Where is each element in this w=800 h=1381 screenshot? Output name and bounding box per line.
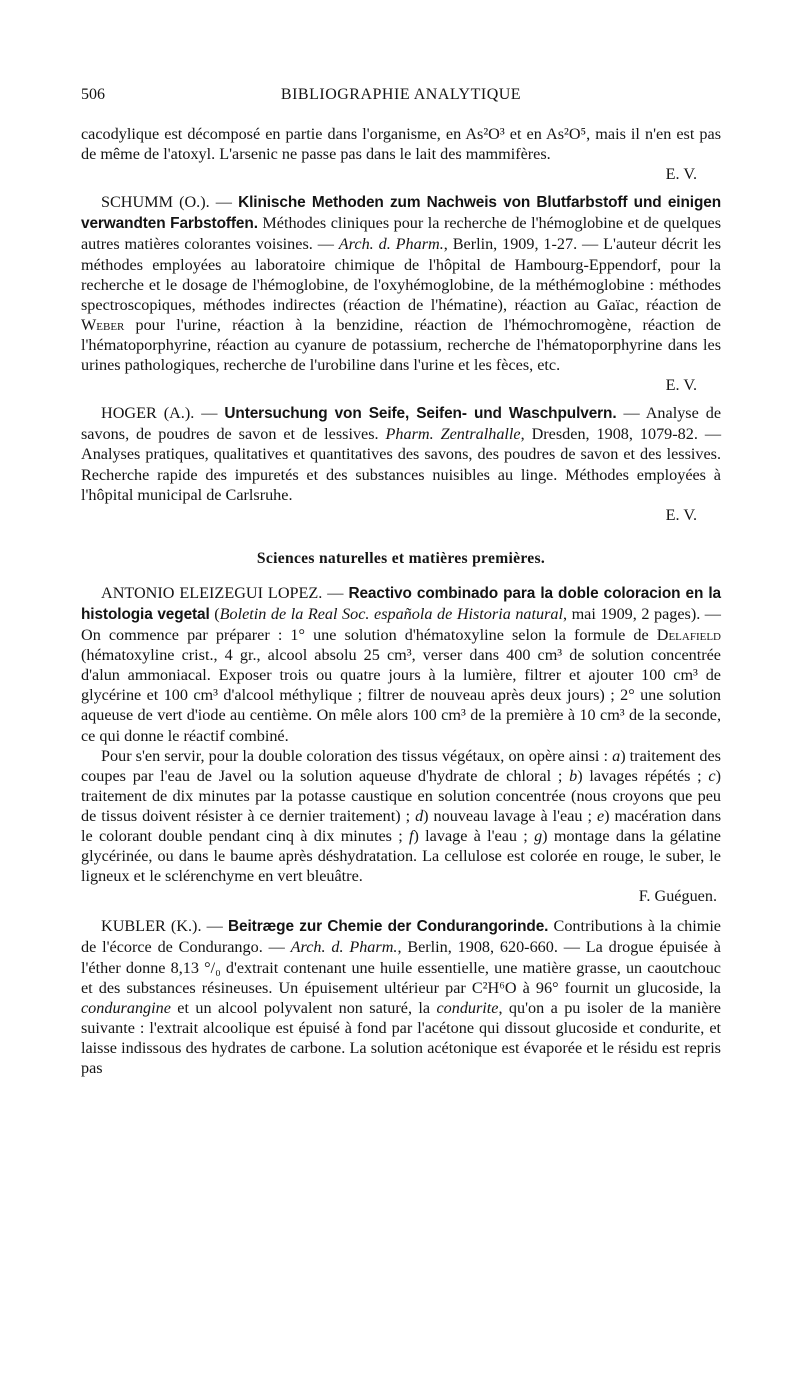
entry-author: SCHUMM (O.).	[101, 193, 210, 212]
entry-kubler	[81, 916, 721, 1078]
entry-author: HOGER (A.).	[101, 404, 195, 423]
entry-schumm	[81, 192, 721, 395]
entry-signature: F. Guéguen.	[638, 887, 717, 906]
entry-source: Arch. d. Pharm.	[338, 235, 444, 254]
entry-title: Reactivo combinado para la doble coloracion en la histologia vegetal	[81, 584, 722, 623]
entry-body: cacodylique est décomposé en partie dans l'organisme, en As²O³ et en As²O⁵, mais il n'en est pas de même de l'atoxyl. L'arsenic ne passe pas dans le lait des mammifères.	[81, 125, 721, 164]
cited-name: Weber	[81, 315, 125, 334]
entry-body: HOGER (A.). — Untersuchung von Seife, Seifen- und Waschpulvern. — Analyse de savons, de poudres de savon et de lessives. Pharm. Zentralhalle, Dresden, 1908, 1079-82. — Analyses pratiques, qualitatives et quantitatives des savons, des poudres de savon et des lessives. Recherche rapide des impuretés et des substances nuisibles au linge. Méthodes employées à l'hôpital municipal de Carlsruhe.	[81, 404, 722, 504]
entry-author: ANTONIO ELEIZEGUI LOPEZ.	[101, 583, 323, 602]
entry-hoger	[81, 403, 721, 525]
entry-eleizegui-lopez	[81, 583, 721, 907]
section-heading: Sciences naturelles et matières premières.	[256, 549, 546, 567]
page-header	[81, 86, 721, 112]
page-number: 506	[81, 86, 105, 103]
entry-body-continued: Pour s'en servir, pour la double coloration des tissus végétaux, on opère ainsi : a) traitement des coupes par l'eau de Javel ou la solution aqueuse d'hydrate de chloral ; b) lavages répétés ; c) traitement de dix minutes par la potasse caustique en solution concentrée (nous croyons que peu de tissus doivent résister à ce dernier traitement) ; d) nouveau lavage à l'eau ; e) macération dans le colorant double pendant cinq à dix minutes ; f) lavage à l'eau ; g) montage dans la gélatine glycérinée, ou dans le baume après déshydratation. La cellulose est colorée en rouge, le suber, le ligneux et le sclérenchyme en vert bleuâtre.	[81, 746, 722, 886]
entry-title: Untersuchung von Seife, Seifen- und Waschpulvern.	[224, 405, 617, 423]
cited-name: Delafield	[656, 626, 721, 645]
entry-source: Arch. d. Pharm.	[290, 938, 398, 957]
entry-continuation	[81, 124, 721, 184]
running-title: BIBLIOGRAPHIE ANALYTIQUE	[280, 86, 522, 103]
page-content	[81, 124, 721, 1078]
entry-title: Klinische Methoden zum Nachweis von Blutfarbstoff und einigen verwandten Farbstoffen.	[81, 194, 722, 233]
entry-body: SCHUMM (O.). — Klinische Methoden zum Nachweis von Blutfarbstoff und einigen verwandten Farbstoffen. Méthodes cliniques pour la recherche de l'hémoglobine et de quelques autres matières colorantes voisines. — Arch. d. Pharm., Berlin, 1909, 1-27. — L'auteur décrit les méthodes employées au laboratoire chimique de l'hôpital de Hambourg-Eppendorf, pour la recherche et le dosage de l'hémoglobine, de l'oxyhémoglobine, de la méthémoglobine : méthodes spectroscopiques, méthodes indirectes (réaction de l'hématine), réaction au Gaïac, réaction de Weber pour l'urine, réaction à la benzidine, réaction de l'hémochromogène, réaction de l'hématoporphyrine, réaction au cyanure de potassium, recherche de l'hématoporphyrine dans les urines pathologiques, recherche de l'urobiline dans l'urine et les fèces, etc.	[81, 193, 722, 375]
entry-body: KUBLER (K.). — Beitræge zur Chemie der Condurangorinde. Contributions à la chimie de l'écorce de Condurango. — Arch. d. Pharm., Berlin, 1908, 620-660. — La drogue épuisée à l'éther donne 8,13 °/₀ d'extrait contenant une huile essentielle, une matière grasse, un caoutchouc et des substances résineuses. Un épuisement ultérieur par C²H⁶O à 96° fournit un glucoside, la condurangine et un alcool polyvalent non saturé, la condurite, qu'on a pu isoler de la manière suivante : l'extrait alcoolique est épuisé à fond par l'acétone qui dissout glucoside et condurite, et laisse indissous des hydrates de carbone. La solution acétonique est évaporée et le résidu est repris pas	[81, 917, 721, 1078]
entry-title: Beitræge zur Chemie der Condurangorinde.	[228, 918, 549, 936]
entry-signature: E. V.	[665, 376, 697, 395]
entry-signature: E. V.	[665, 165, 697, 184]
entry-signature: E. V.	[665, 505, 697, 524]
term-condurangine: condurangine	[81, 998, 171, 1017]
entry-author: KUBLER (K.).	[101, 917, 202, 936]
entry-source: Pharm. Zentralhalle	[385, 425, 521, 444]
term-condurite: condurite	[436, 998, 499, 1017]
entry-body: ANTONIO ELEIZEGUI LOPEZ. — Reactivo combinado para la doble coloracion en la histologia vegetal (Boletin de la Real Soc. española de Historia natural, mai 1909, 2 pages). — On commence par préparer : 1° une solution d'hématoxyline selon la formule de Delafield (hématoxyline crist., 4 gr., alcool absolu 25 cm³, verser dans 400 cm³ de solution concentrée d'alun ammoniacal. Exposer trois ou quatre jours à la lumière, filtrer et ajouter 100 cm³ de glycérine et 100 cm³ d'alcool méthylique ; filtrer de nouveau après deux jours) ; 2° une solution aqueuse de vert d'iode au centième. On mêle alors 100 cm³ de la première à 10 cm³ de la seconde, ce qui donne le réactif combiné.	[81, 583, 722, 745]
entry-source: Boletin de la Real Soc. española de Historia natural	[219, 604, 563, 623]
